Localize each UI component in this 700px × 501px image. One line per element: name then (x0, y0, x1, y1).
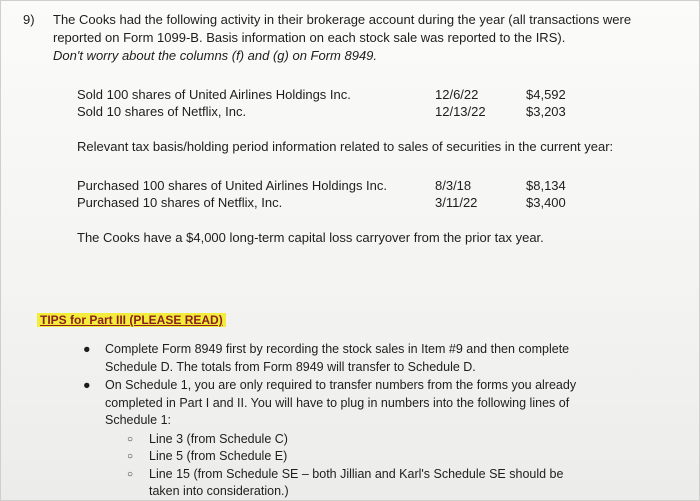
bullet-icon: ● (83, 378, 91, 392)
question-note: Don't worry about the columns (f) and (g) on Form 8949. (53, 48, 378, 63)
sale-amount: $3,203 (526, 104, 566, 119)
list-item (83, 341, 593, 376)
purchase-amount: $8,134 (526, 178, 566, 193)
circle-bullet-icon: ○ (127, 433, 134, 445)
purchase-desc: Purchased 10 shares of Netflix, Inc. (77, 195, 283, 210)
sub-item-text: Line 5 (from Schedule E) (149, 449, 288, 463)
carryover-text: The Cooks have a $4,000 long-term capital loss carryover from the prior tax year. (77, 230, 544, 245)
sale-desc: Sold 100 shares of United Airlines Holdings Inc. (77, 87, 351, 102)
bullet-text: On Schedule 1, you are only required to transfer numbers from the forms you already completed in Part I and II. You will have to plug in numbers into the following lines of Schedule 1: (105, 378, 577, 427)
sale-desc: Sold 10 shares of Netflix, Inc. (77, 104, 247, 119)
purchase-desc: Purchased 100 shares of United Airlines Holdings Inc. (77, 178, 388, 193)
question-number: 9) (23, 12, 35, 27)
list-item (83, 377, 593, 430)
purchase-date: 8/3/18 (435, 178, 472, 193)
relevant-heading: Relevant tax basis/holding period information related to sales of securities in the current year: (77, 139, 614, 154)
sub-item-text: Line 15 (from Schedule SE – both Jillian and Karl's Schedule SE should be taken into consideration.) (149, 466, 564, 498)
circle-bullet-icon: ○ (127, 468, 134, 480)
purchase-amount: $3,400 (526, 195, 566, 210)
bullet-icon: ● (83, 342, 91, 356)
question-block (23, 11, 673, 65)
sub-list-item (83, 448, 593, 466)
bullet-text: Complete Form 8949 first by recording the stock sales in Item #9 and then complete Schedule D. The totals from Form 8949 will transfer to Schedule D. (105, 342, 570, 374)
sub-list-item (83, 466, 593, 501)
tips-list (83, 341, 593, 501)
circle-bullet-icon: ○ (127, 451, 134, 462)
sale-date: 12/13/22 (435, 104, 486, 119)
sub-list-item (83, 431, 593, 449)
question-text: The Cooks had the following activity in their brokerage account during the year (all transactions were reported on Form 1099-B. Basis information on each stock sale was reported to the IRS). (53, 12, 632, 45)
sale-amount: $4,592 (526, 87, 566, 102)
sub-item-text: Line 3 (from Schedule C) (149, 431, 288, 446)
purchase-date: 3/11/22 (435, 195, 478, 210)
sale-date: 12/6/22 (435, 87, 479, 102)
tips-heading: TIPS for Part III (PLEASE READ) (37, 313, 226, 327)
